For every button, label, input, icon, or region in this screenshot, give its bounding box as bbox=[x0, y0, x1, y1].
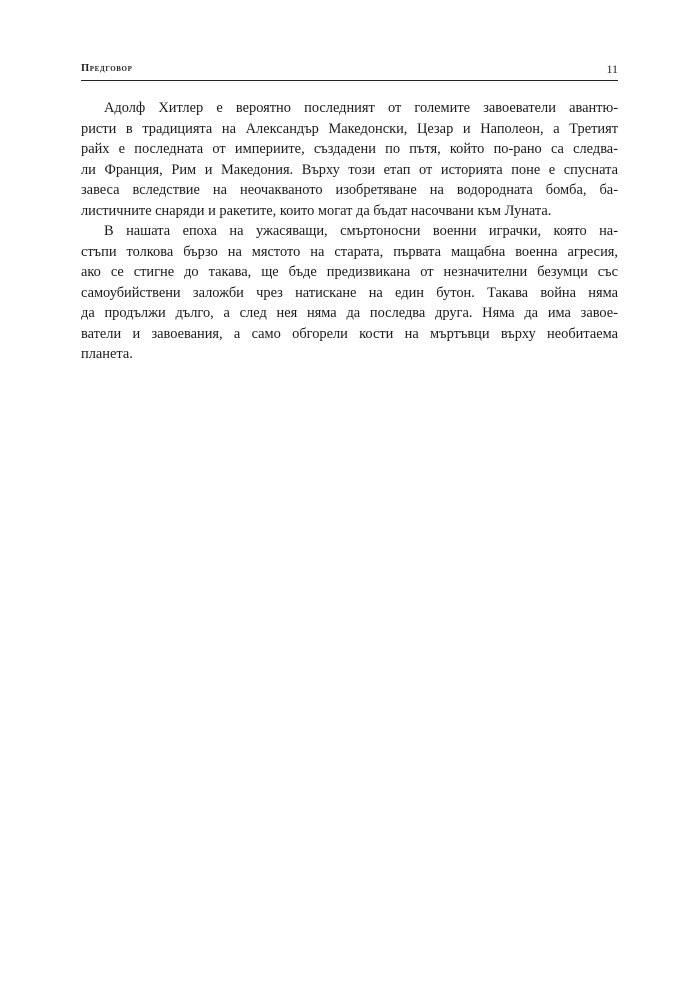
running-header bbox=[81, 63, 618, 77]
text-line: планета. bbox=[81, 346, 133, 362]
paragraph-1 bbox=[81, 98, 618, 221]
text-line: ако се стигне до такава, ще бъде предизвикана от незначителни безумци със bbox=[81, 264, 618, 280]
text-line: стъпи толкова бързо на мястото на старата, първата мащабна военна агресия, bbox=[81, 243, 618, 260]
paragraph-2 bbox=[81, 221, 618, 365]
text-line: самоубийствени заложби чрез натискане на един бутон. Такава война няма bbox=[81, 284, 618, 301]
chapter-title: Предговор bbox=[81, 63, 133, 74]
body-text bbox=[81, 98, 618, 365]
text-line: В нашата епоха на ужасяващи, смъртоносни военни играчки, която на- bbox=[104, 223, 618, 239]
text-line: ли Франция, Рим и Македония. Върху този етап от историята поне е спусната bbox=[81, 161, 618, 178]
text-line: ватели и завоевания, а само обгорели кости на мъртъвци върху необитаема bbox=[81, 325, 618, 342]
text-line: Адолф Хитлер е вероятно последният от големите завоеватели авантю- bbox=[104, 100, 618, 116]
header-rule bbox=[81, 80, 618, 81]
text-line: завеса вследствие на неочакваното изобретяване на водородната бомба, ба- bbox=[81, 182, 618, 198]
text-line: листичните снаряди и ракетите, които могат да бъдат насочвани към Луната. bbox=[81, 202, 552, 219]
page-number: 11 bbox=[606, 62, 618, 76]
text-line: да продължи дълго, а след нея няма да последва друга. Няма да има завое- bbox=[81, 305, 618, 321]
text-line: райх е последната от империите, създадени по пътя, който по-рано са следва- bbox=[81, 141, 618, 157]
text-line: ристи в традицията на Александър Македонски, Цезар и Наполеон, а Третият bbox=[81, 120, 618, 137]
